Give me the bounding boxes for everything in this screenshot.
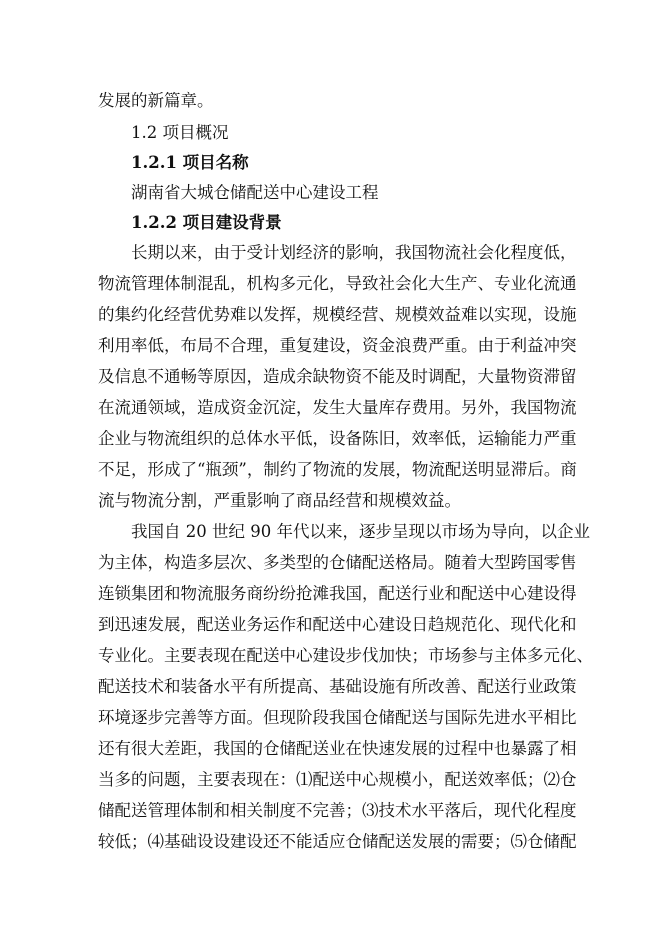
body-text-line: 专业化。主要表现在配送中心建设步伐加快；市场参与主体多元化、 <box>98 646 593 665</box>
body-text-line: 企业与物流组织的总体水平低，设备陈旧，效率低，运输能力严重 <box>98 429 577 448</box>
body-text-line: 及信息不通畅等原因，造成余缺物资不能及时调配，大量物资滞留 <box>98 367 577 386</box>
body-text-line: 连锁集团和物流服务商纷纷抢滩我国，配送行业和配送中心建设得 <box>98 584 577 603</box>
body-text-line: 发展的新篇章。 <box>98 91 214 110</box>
body-text-line: 环境逐步完善等方面。但现阶段我国仓储配送与国际先进水平相比 <box>98 708 577 727</box>
section-heading-1-2: 1.2 项目概况 <box>131 123 229 142</box>
project-name-text: 湖南省大城仓储配送中心建设工程 <box>131 183 379 202</box>
body-text-line: 为主体，构造多层次、多类型的仓储配送格局。随着大型跨国零售 <box>98 553 577 572</box>
body-text-line: 配送技术和装备水平有所提高、基础设施有所改善、配送行业政策 <box>98 677 577 696</box>
body-text-line: 的集约化经营优势难以发挥，规模经营、规模效益难以实现，设施 <box>98 305 577 324</box>
body-text-line: 储配送管理体制和相关制度不完善；⑶技术水平落后，现代化程度 <box>98 801 577 820</box>
body-text-line: 利用率低，布局不合理，重复建设，资金浪费严重。由于利益冲突 <box>98 336 577 355</box>
body-text-line: 当多的问题，主要表现在：⑴配送中心规模小，配送效率低；⑵仓 <box>98 770 577 789</box>
body-text-line: 我国自 20 世纪 90 年代以来，逐步呈现以市场为导向，以企业 <box>131 522 590 541</box>
body-text-line: 较低；⑷基础设设建设还不能适应仓储配送发展的需要；⑸仓储配 <box>98 832 577 851</box>
subsection-heading-1-2-1: 1.2.1 项目名称 <box>131 153 249 172</box>
body-text-line: 流与物流分割，严重影响了商品经营和规模效益。 <box>98 491 461 510</box>
subsection-heading-1-2-2: 1.2.2 项目建设背景 <box>131 213 282 232</box>
body-text-line: 到迅速发展，配送业务运作和配送中心建设日趋规范化、现代化和 <box>98 615 577 634</box>
body-text-line: 不足，形成了“瓶颈”，制约了物流的发展，物流配送明显滞后。商 <box>98 460 577 479</box>
body-text-line: 物流管理体制混乱，机构多元化，导致社会化大生产、专业化流通 <box>98 274 577 293</box>
body-text-line: 还有很大差距，我国的仓储配送业在快速发展的过程中也暴露了相 <box>98 739 577 758</box>
body-text-line: 长期以来，由于受计划经济的影响，我国物流社会化程度低， <box>131 243 577 262</box>
body-text-line: 在流通领域，造成资金沉淀，发生大量库存费用。另外，我国物流 <box>98 398 577 417</box>
